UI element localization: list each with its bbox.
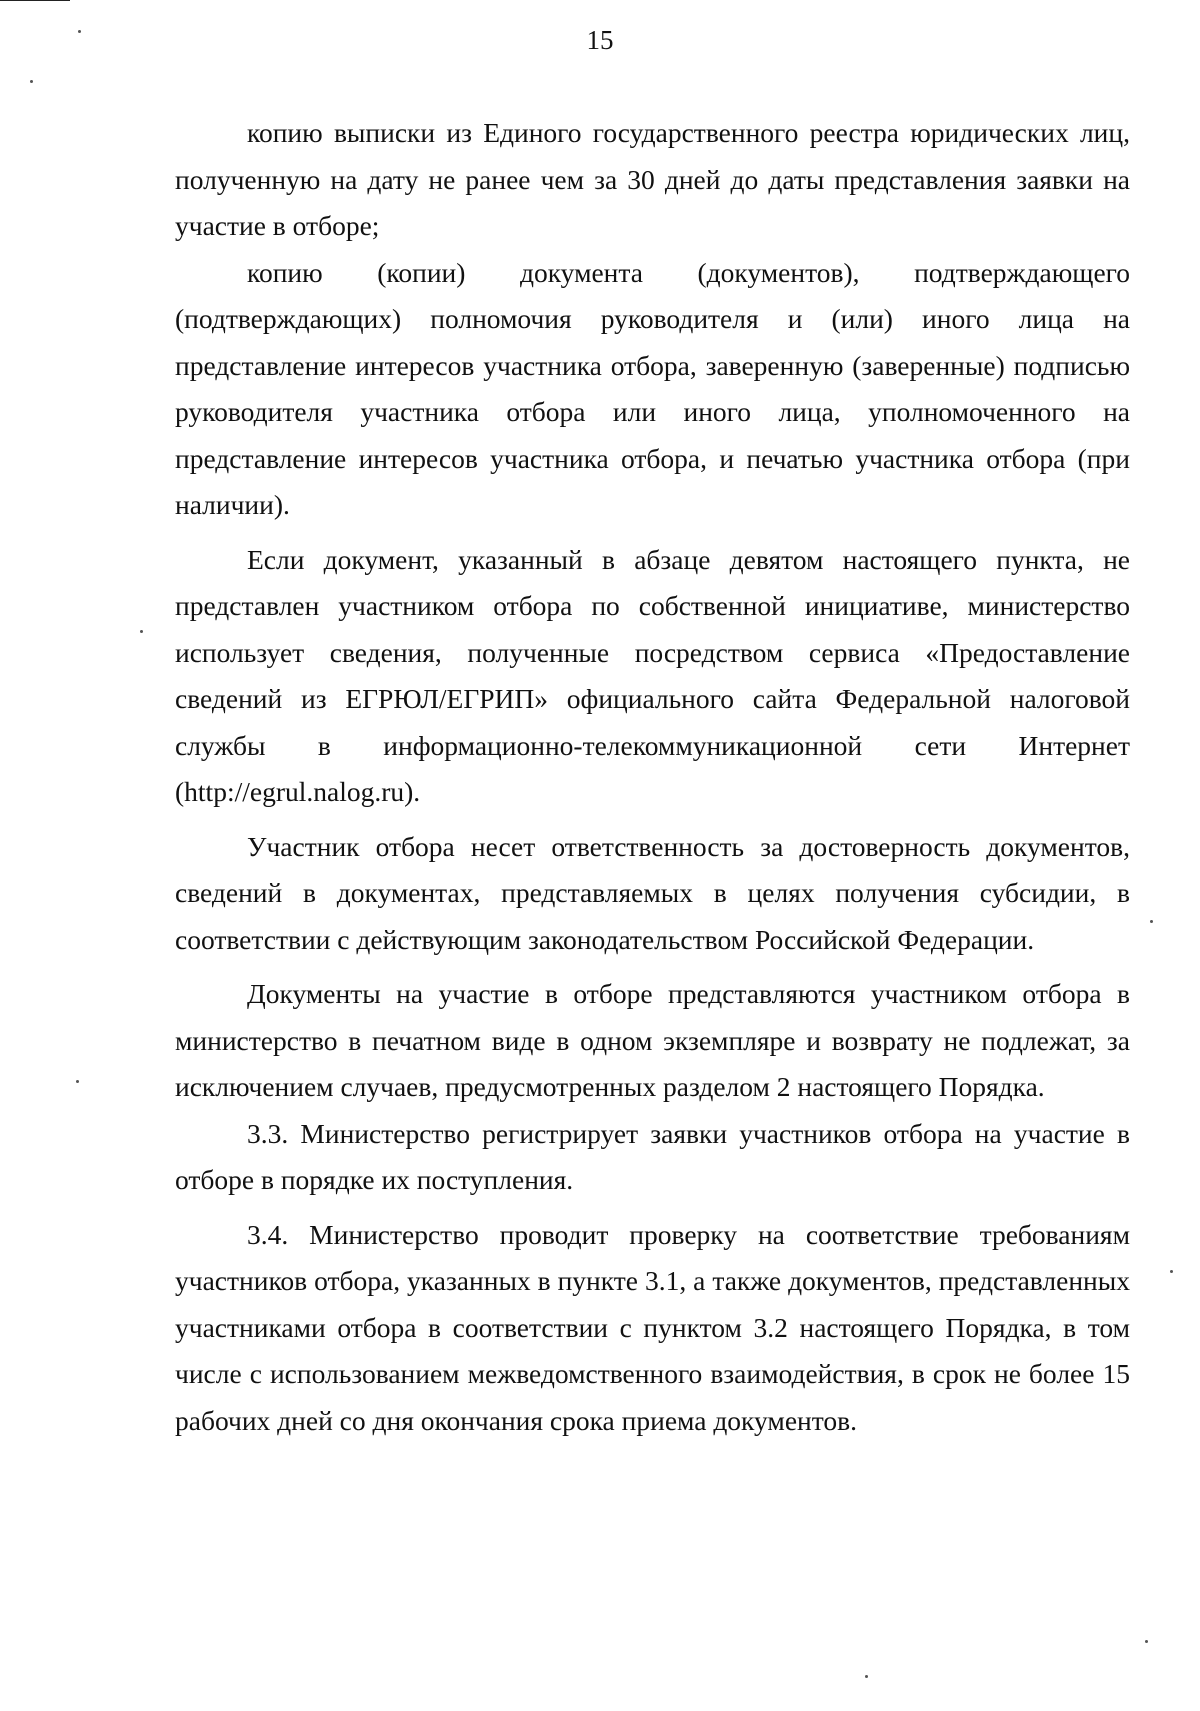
- paragraph-egrul-extract: копию выписки из Единого государственного реестра юридических лиц, полученную на дату не ранее чем за 30 дней до даты представления заявки на участие в отборе;: [175, 117, 1130, 241]
- paragraph-clause-3-3: 3.3. Министерство регистрирует заявки участников отбора на участие в отборе в порядке их поступления.: [175, 1117, 1130, 1195]
- paragraph-egrul-service: Если документ, указанный в абзаце девятом настоящего пункта, не представлен участником отбора по собственной инициативе, министерство использует сведения, полученные посредством сервиса «Предоставление сведений из ЕГРЮЛ/ЕГРИП» официального сайта Федеральной налоговой службы в информационно-телекоммуникационной сети Интернет (http://egrul.nalog.ru).: [175, 543, 1130, 807]
- paragraph-clause-3-4: 3.4. Министерство проводит проверку на соответствие требованиям участников отбора, указанных в пункте 3.1, а также документов, представленных участниками отбора в соответствии с пунктом 3.2 настоящего Порядка, в том числе с использованием межведомственного взаимодействия, в срок не более 15 рабочих дней со дня окончания срока приема документов.: [175, 1218, 1130, 1436]
- scan-speck: [76, 1080, 79, 1083]
- scan-speck: [78, 30, 81, 33]
- scan-speck: [30, 80, 33, 83]
- paragraph-participant-responsibility: Участник отбора несет ответственность за достоверность документов, сведений в документах, представляемых в целях получения субсидии, в соответствии с действующим законодательством Российской Федерации.: [175, 830, 1130, 955]
- scan-speck: [865, 1675, 868, 1678]
- scan-speck: [1150, 920, 1153, 923]
- scan-speck: [1170, 1270, 1173, 1273]
- paragraph-document-submission: Документы на участие в отборе представляются участником отбора в министерство в печатном виде в одном экземпляре и возврату не подлежат, за исключением случаев, предусмотренных разделом 2 настоящего Порядка.: [175, 978, 1130, 1102]
- document-body: [175, 110, 1130, 1444]
- scan-speck: [1145, 1640, 1148, 1643]
- paragraph-authority-documents: копию (копии) документа (документов), подтверждающего (подтверждающих) полномочия руководителя и (или) иного лица на представление интересов участника отбора, заверенную (заверенные) подписью руководителя участника отбора или иного лица, уполномоченного на представление интересов участника отбора, и печатью участника отбора (при наличии).: [175, 256, 1130, 520]
- scan-speck: [140, 630, 143, 633]
- page-number: 15: [586, 25, 614, 55]
- scan-edge-mark: [0, 0, 70, 1]
